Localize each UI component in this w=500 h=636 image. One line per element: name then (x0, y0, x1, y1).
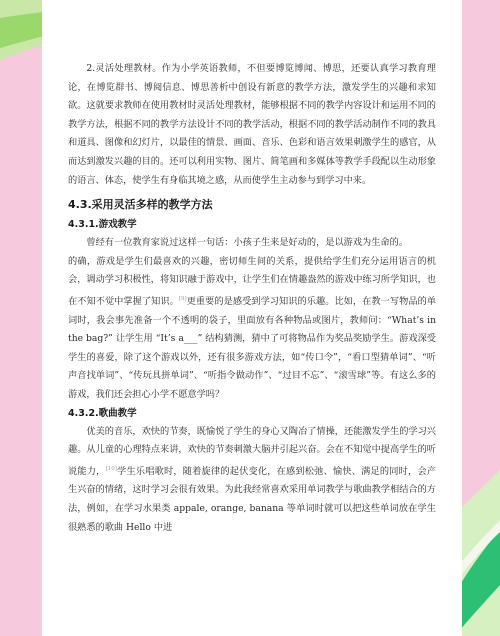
paragraph-game-teaching (68, 253, 436, 405)
citation-9: [9] (178, 295, 187, 302)
document-body (68, 60, 436, 537)
subsection-heading-4-3-2: 4.3.2.歌曲教学 (68, 407, 137, 419)
song-teaching-text-a: 优美的音乐，欢快的节奏，既愉悦了学生的身心又陶冶了情操，还能激发学生的学习兴趣。从儿童的心理特点来讲，欢快的节奏刺激大脑并引起兴奋。会在不知觉中提高学生的听说能力， (68, 425, 436, 477)
citation-10: [10] (105, 465, 117, 472)
paragraph-flexible-materials: 2.灵活处理教材。作为小学英语教师，不但要博览博闻、博思，还要认真学习教育理论，在博览群书、博阅信息、博思善析中创设有新意的教学方法，激发学生的兴趣和求知欲。这就要求教师在使用教材时灵活处理教材，能够根据不同的教学内容设计和运用不同的教学方法，根据不同的教学方法设计不同的教学活动，根据不同的教学活动制作不同的教具和道具、图像和幻灯片，以最佳的情景、画面、音乐、色彩和语言效果刺激学生的感官，从而达到激发兴趣的目的。还可以利用实物、图片、简笔画和多媒体等教学手段配以生动形象的语言、体态，使学生有身临其境之感，从而使学生主动参与到学习中来。 (68, 63, 436, 186)
song-teaching-text-b: 学生乐唱歌时，随着旋律的起伏变化，在感到松弛、愉快、满足的同时，会产生兴奋的情绪，这时学习会很有效果。为此我经常喜欢采用单词教学与歌曲教学相结合的方法，例如，在学习水果类 appale, orange, banana 等单词时就可以把这些单词放在学生很熟悉的歌曲 Hello 中进 (68, 465, 437, 533)
subsection-heading-4-3-1: 4.3.1.游戏教学 (68, 219, 137, 231)
paragraph-song-teaching (68, 423, 436, 538)
section-heading-4-3: 4.3.采用灵活多样的教学方法 (68, 198, 213, 212)
game-teaching-text-a: 的确，游戏是学生们最喜欢的兴趣，密切师生间的关系，提供给学生们充分运用语言的机会，调动学习积极性，将知识融于游戏中，让学生们在情趣盎然的游戏中练习所学知识，也在不知不觉中掌握了知识。 (68, 255, 436, 307)
game-teaching-text-b: 更重要的是感受到学习知识的乐趣。比如，在教一写物品的单词时，我会事先准备一个不透明的袋子，里面放有各种物品或图片，教师问：“What’s in the bag?” 让学生用 “It’s a___” 结构猜测，猜中了可将物品作为奖品奖励学生。游戏深受学生的喜爱，除了这个游戏以外，还有很多游戏方法，如“传口令”，“看口型猜单词”、“听声音找单词”、“传玩具拼单词”、“听指令做动作”、“过目不忘”、“滚雪球”等。有这么多的游戏，我们还会担心小学不愿意学吗？ (68, 296, 437, 400)
paragraph-educator-quote: 曾经有一位教育家说过这样一句话：小孩子生来是好动的，是以游戏为生命的。 (86, 237, 408, 249)
